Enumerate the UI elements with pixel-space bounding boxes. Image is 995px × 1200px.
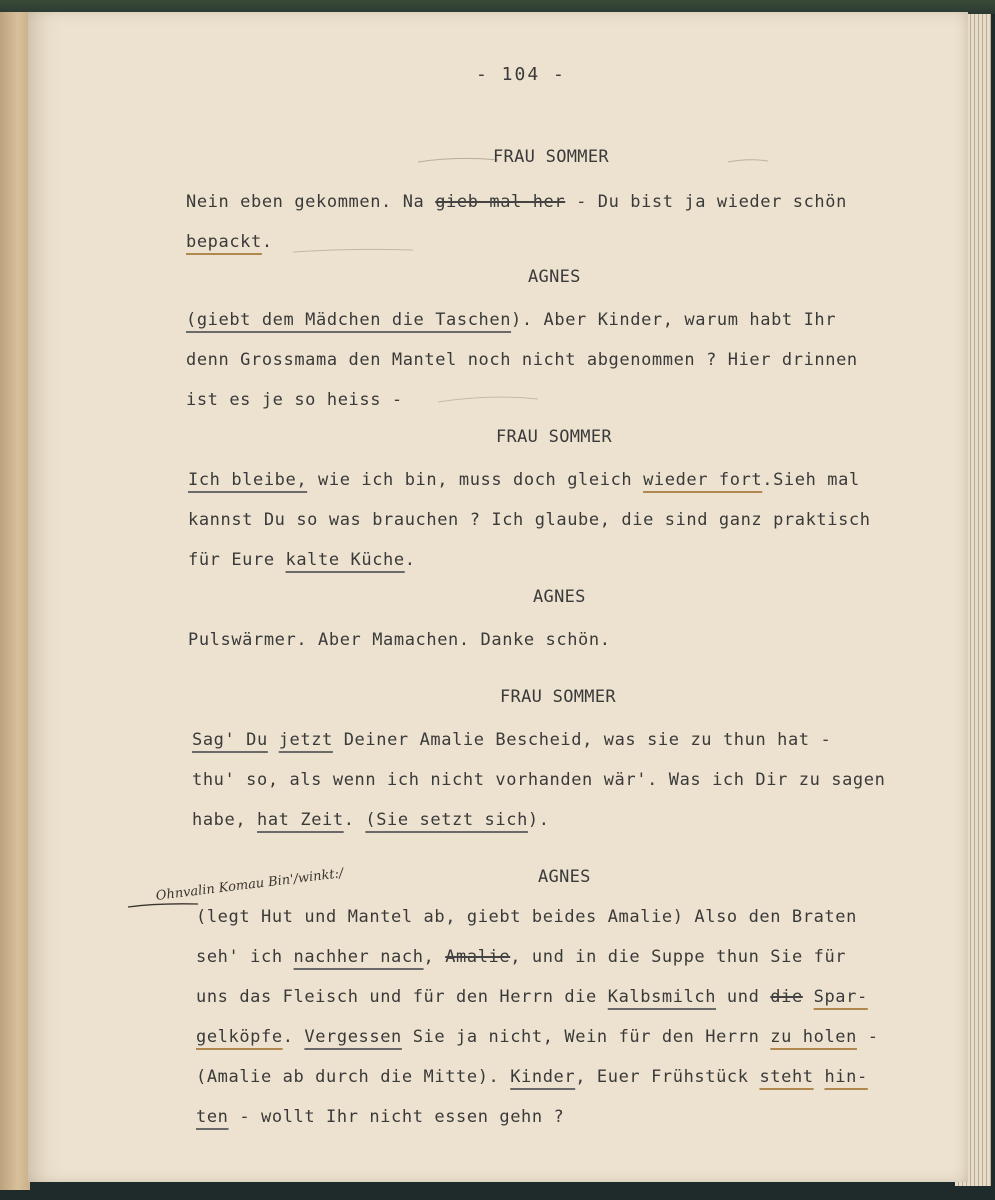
dialogue-line: für Eure kalte Küche. xyxy=(188,550,416,570)
underlined-text: bepackt xyxy=(186,232,262,252)
typewritten-page xyxy=(28,12,968,1182)
underlined-text: hin- xyxy=(824,1067,868,1087)
dialogue-line: Nein eben gekommen. Na gieb mal her - Du bist ja wieder schön xyxy=(186,192,847,212)
dialogue-line: bepackt. xyxy=(186,232,273,252)
dialogue-line: habe, hat Zeit. (Sie setzt sich). xyxy=(192,810,550,830)
underlined-text: Vergessen xyxy=(304,1027,402,1047)
struck-text: gieb mal her xyxy=(435,192,566,212)
dialogue-line: Sag' Du jetzt Deiner Amalie Bescheid, was sie zu thun hat - xyxy=(192,730,832,750)
underlined-text: jetzt xyxy=(278,730,333,750)
book-spine xyxy=(0,12,30,1190)
underlined-text: hat Zeit xyxy=(257,810,344,830)
dialogue-line: uns das Fleisch und für den Herrn die Kalbsmilch und die Spar- xyxy=(196,987,868,1007)
dialogue-line: gelköpfe. Vergessen Sie ja nicht, Wein für den Herrn zu holen - xyxy=(196,1027,879,1047)
dialogue-line: ist es je so heiss - xyxy=(186,390,403,410)
dialogue-line: kannst Du so was brauchen ? Ich glaube, die sind ganz praktisch xyxy=(188,510,871,530)
underlined-text: Sag' Du xyxy=(192,730,268,750)
speaker-name: FRAU SOMMER xyxy=(496,427,612,447)
underlined-text: Ich bleibe, xyxy=(188,470,308,490)
dialogue-line: Pulswärmer. Aber Mamachen. Danke schön. xyxy=(188,630,611,650)
dialogue-line: Ich bleibe, wie ich bin, muss doch gleich wieder fort.Sieh mal xyxy=(188,470,860,490)
underlined-text: gelköpfe xyxy=(196,1027,283,1047)
underlined-text: ten xyxy=(196,1107,229,1127)
dialogue-line: (legt Hut und Mantel ab, giebt beides Amalie) Also den Braten xyxy=(196,907,857,927)
dialogue-line: thu' so, als wenn ich nicht vorhanden wär'. Was ich Dir zu sagen xyxy=(192,770,886,790)
underlined-text: (Sie setzt sich xyxy=(365,810,528,830)
underlined-text: wieder fort xyxy=(643,470,763,490)
dialogue-line: seh' ich nachher nach, Amalie, und in die Suppe thun Sie für xyxy=(196,947,847,967)
underlined-text: Spar- xyxy=(813,987,868,1007)
underlined-text: Kinder xyxy=(510,1067,576,1087)
speaker-name: FRAU SOMMER xyxy=(493,147,609,167)
struck-text: die xyxy=(770,987,803,1007)
struck-text: Amalie xyxy=(445,947,511,967)
dialogue-line: (giebt dem Mädchen die Taschen). Aber Kinder, warum habt Ihr xyxy=(186,310,837,330)
speaker-name: AGNES xyxy=(538,867,591,887)
speaker-name: FRAU SOMMER xyxy=(500,687,616,707)
dialogue-line: denn Grossmama den Mantel noch nicht abgenommen ? Hier drinnen xyxy=(186,350,858,370)
dialogue-line: (Amalie ab durch die Mitte). Kinder, Euer Frühstück steht hin- xyxy=(196,1067,868,1087)
dialogue-line: ten - wollt Ihr nicht essen gehn ? xyxy=(196,1107,565,1127)
underlined-text: Kalbsmilch xyxy=(607,987,717,1007)
handwritten-margin-note: Ohnvalin Komau Bin'/winkt:/ xyxy=(155,866,345,904)
underlined-text: nachher nach xyxy=(293,947,424,967)
underlined-text: steht xyxy=(759,1067,814,1087)
page-number: - 104 - xyxy=(476,64,566,85)
underlined-text: kalte Küche xyxy=(285,550,405,570)
underlined-text: (giebt dem Mädchen die Taschen xyxy=(186,310,512,330)
speaker-name: AGNES xyxy=(528,267,581,287)
underlined-text: zu holen xyxy=(770,1027,857,1047)
speaker-name: AGNES xyxy=(533,587,586,607)
